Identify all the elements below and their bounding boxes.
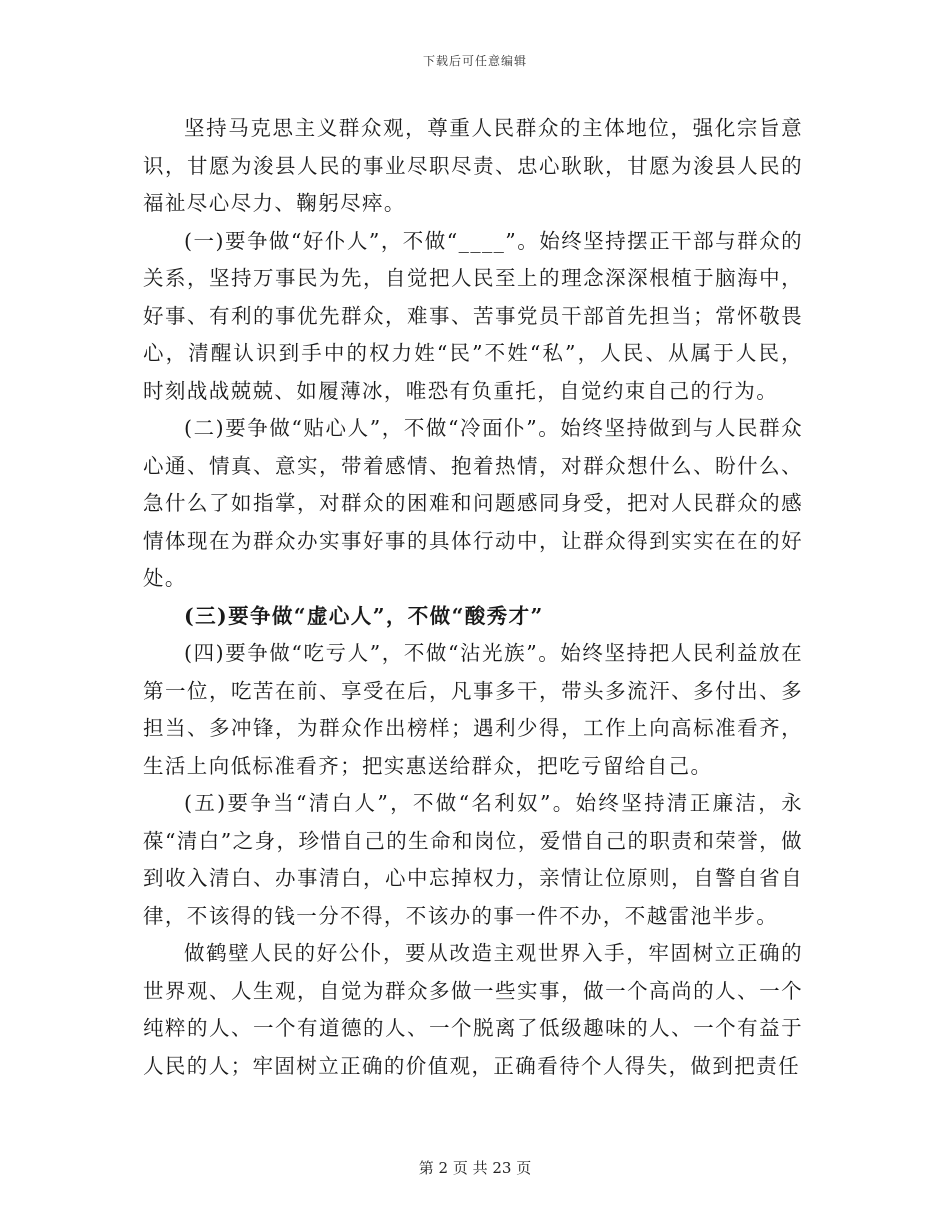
paragraph-item-5: (五)要争当“清白人”，不做“名利奴”。始终坚持清正廉洁，永葆“清白”之身，珍惜自己的生命和岗位，爱惜自己的职责和荣誉，做到收入清白、办事清白，心中忘掉权力，亲情让位原则，自警自省自律，不该得的钱一分不得，不该办的事一件不办，不越雷池半步。: [143, 791, 803, 928]
paragraph-item-4: (四)要争做“吃亏人”，不做“沾光族”。始终坚持把人民利益放在第一位，吃苦在前、享受在后，凡事多干，带头多流汗、多付出、多担当、多冲锋，为群众作出榜样；遇利少得，工作上向高标准看齐，生活上向低标准看齐；把实惠送给群众，把吃亏留给自己。: [143, 641, 803, 778]
paragraph-intro: 坚持马克思主义群众观，尊重人民群众的主体地位，强化宗旨意识，甘愿为浚县人民的事业尽职尽责、忠心耿耿，甘愿为浚县人民的福祉尽心尽力、鞠躬尽瘁。: [143, 116, 803, 215]
document-body: [143, 110, 803, 1085]
page-header: 下载后可任意编辑: [422, 54, 527, 68]
paragraph-conclusion: 做鹤壁人民的好公仆，要从改造主观世界入手，牢固树立正确的世界观、人生观，自觉为群众多做一些实事，做一个高尚的人、一个纯粹的人、一个有道德的人、一个脱离了低级趣味的人、一个有益于人民的人；牢固树立正确的价值观，正确看待个人得失，做到把责任: [143, 941, 803, 1078]
page-number: 第 2 页 共 23 页: [418, 1159, 532, 1177]
paragraph-item-3-heading: (三)要争做“虚心人”，不做“酸秀才”: [184, 603, 544, 628]
paragraph-item-1: (一)要争做“好仆人”，不做“____”。始终坚持摆正干部与群众的关系，坚持万事民为先，自觉把人民至上的理念深深根植于脑海中，好事、有利的事优先群众，难事、苦事党员干部首先担当；常怀敬畏心，清醒认识到手中的权力姓“民”不姓“私”，人民、从属于人民，时刻战战兢兢、如履薄冰，唯恐有负重托，自觉约束自己的行为。: [143, 228, 803, 403]
paragraph-item-2: (二)要争做“贴心人”，不做“冷面仆”。始终坚持做到与人民群众心通、情真、意实，带着感情、抱着热情，对群众想什么、盼什么、急什么了如指掌，对群众的困难和问题感同身受，把对人民群众的感情体现在为群众办实事好事的具体行动中，让群众得到实实在在的好处。: [143, 416, 803, 590]
